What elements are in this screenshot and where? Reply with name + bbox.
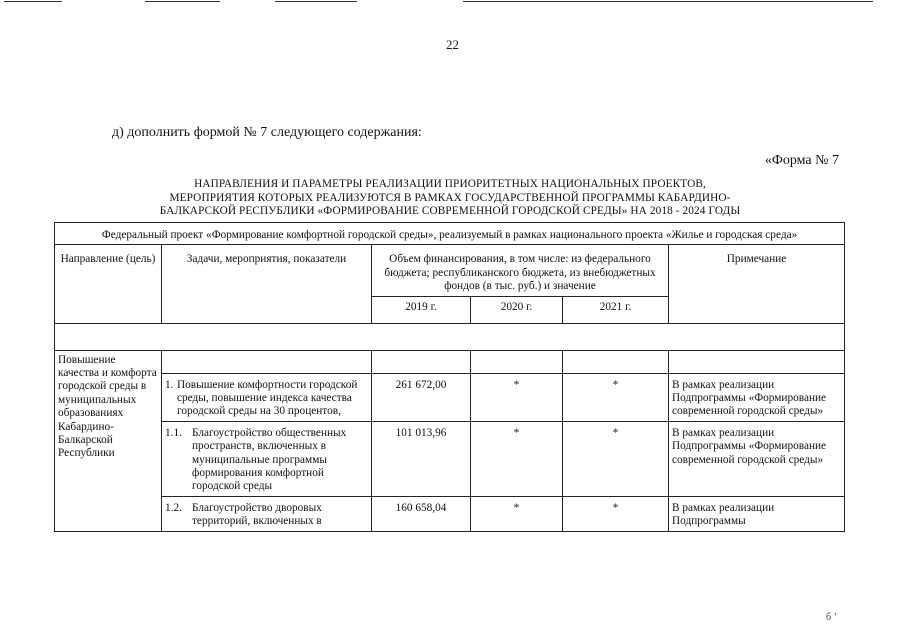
task-text: Повышение комфортности городской среды, повышение индекса качества городской среды на 30 процентов, [177, 378, 358, 418]
direction-cell: Повышение качества и комфорта городской среды в муниципальных образованиях Кабардино-Балкарской Республики [55, 350, 162, 531]
header-funding: Объем финансирования, в том числе: из федерального бюджета; республиканского бюджета, из внебюджетных фондов (в тыс. руб.) и значение [372, 245, 669, 296]
header-year-2020: 2020 г. [471, 296, 563, 323]
value-2020: * [471, 421, 563, 496]
scan-edge-line-3 [275, 1, 357, 2]
title-line-2: МЕРОПРИЯТИЯ КОТОРЫХ РЕАЛИЗУЮТСЯ В РАМКАХ ГОСУДАРСТВЕННОЙ ПРОГРАММЫ КАБАРДИНО- [169, 191, 731, 204]
task-cell [162, 421, 372, 496]
empty-value-cell [563, 350, 669, 373]
empty-task-cell [162, 350, 372, 373]
note-cell: В рамках реализации Подпрограммы [669, 496, 845, 531]
projects-table [54, 222, 845, 532]
value-2019: 261 672,00 [372, 373, 471, 421]
header-tasks: Задачи, мероприятия, показатели [162, 245, 372, 323]
column-header-row [55, 245, 845, 296]
page-number: 22 [446, 37, 459, 52]
value-2021: * [563, 496, 669, 531]
value-2019: 101 013,96 [372, 421, 471, 496]
header-direction: Направление (цель) [55, 245, 162, 323]
task-cell [162, 496, 372, 531]
task-number: 1.1. [165, 426, 182, 439]
form-label: «Форма № 7 [764, 153, 839, 168]
task-cell [162, 373, 372, 421]
scan-edge-line-4 [463, 1, 873, 2]
empty-value-cell [471, 350, 563, 373]
empty-note-cell [669, 350, 845, 373]
project-header-cell: Федеральный проект «Формирование комфортной городской среды», реализуемый в рамках национального проекта «Жилье и городская среда» [55, 223, 845, 245]
task-text: Благоустройство дворовых территорий, включенных в [192, 501, 322, 528]
document-title [60, 178, 840, 219]
note-cell: В рамках реализации Подпрограммы «Формирование современной городской среды» [669, 421, 845, 496]
value-2020: * [471, 496, 563, 531]
intro-text: д) дополнить формой № 7 следующего содержания: [112, 125, 422, 140]
scan-edge-line-1 [4, 1, 62, 2]
table-row [55, 373, 845, 421]
value-2020: * [471, 373, 563, 421]
blank-cell [55, 323, 845, 350]
project-header-row [55, 223, 845, 245]
table-row [55, 421, 845, 496]
task-number: 1.2. [165, 501, 182, 514]
title-line-1: НАПРАВЛЕНИЯ И ПАРАМЕТРЫ РЕАЛИЗАЦИИ ПРИОРИТЕТНЫХ НАЦИОНАЛЬНЫХ ПРОЕКТОВ, [194, 178, 706, 190]
header-note: Примечание [669, 245, 845, 323]
blank-row [55, 323, 845, 350]
empty-value-cell [372, 350, 471, 373]
header-year-2021: 2021 г. [563, 296, 669, 323]
note-cell: В рамках реализации Подпрограммы «Формирование современной городской среды» [669, 373, 845, 421]
table-row [55, 496, 845, 531]
value-2019: 160 658,04 [372, 496, 471, 531]
task-number: 1. [165, 378, 174, 391]
value-2021: * [563, 421, 669, 496]
task-text: Благоустройство общественных пространств, включенных в муниципальные программы формирования комфортной городской среды [192, 426, 347, 493]
title-line-3: БАЛКАРСКОЙ РЕСПУБЛИКИ «ФОРМИРОВАНИЕ СОВРЕМЕННОЙ ГОРОДСКОЙ СРЕДЫ» НА 2018 - 2024 ГОДЫ [159, 205, 741, 217]
value-2021: * [563, 373, 669, 421]
table-row-empty [55, 350, 845, 373]
scan-marks: б ’ [826, 612, 837, 623]
scan-edge-line-2 [145, 1, 220, 2]
header-year-2019: 2019 г. [372, 296, 471, 323]
